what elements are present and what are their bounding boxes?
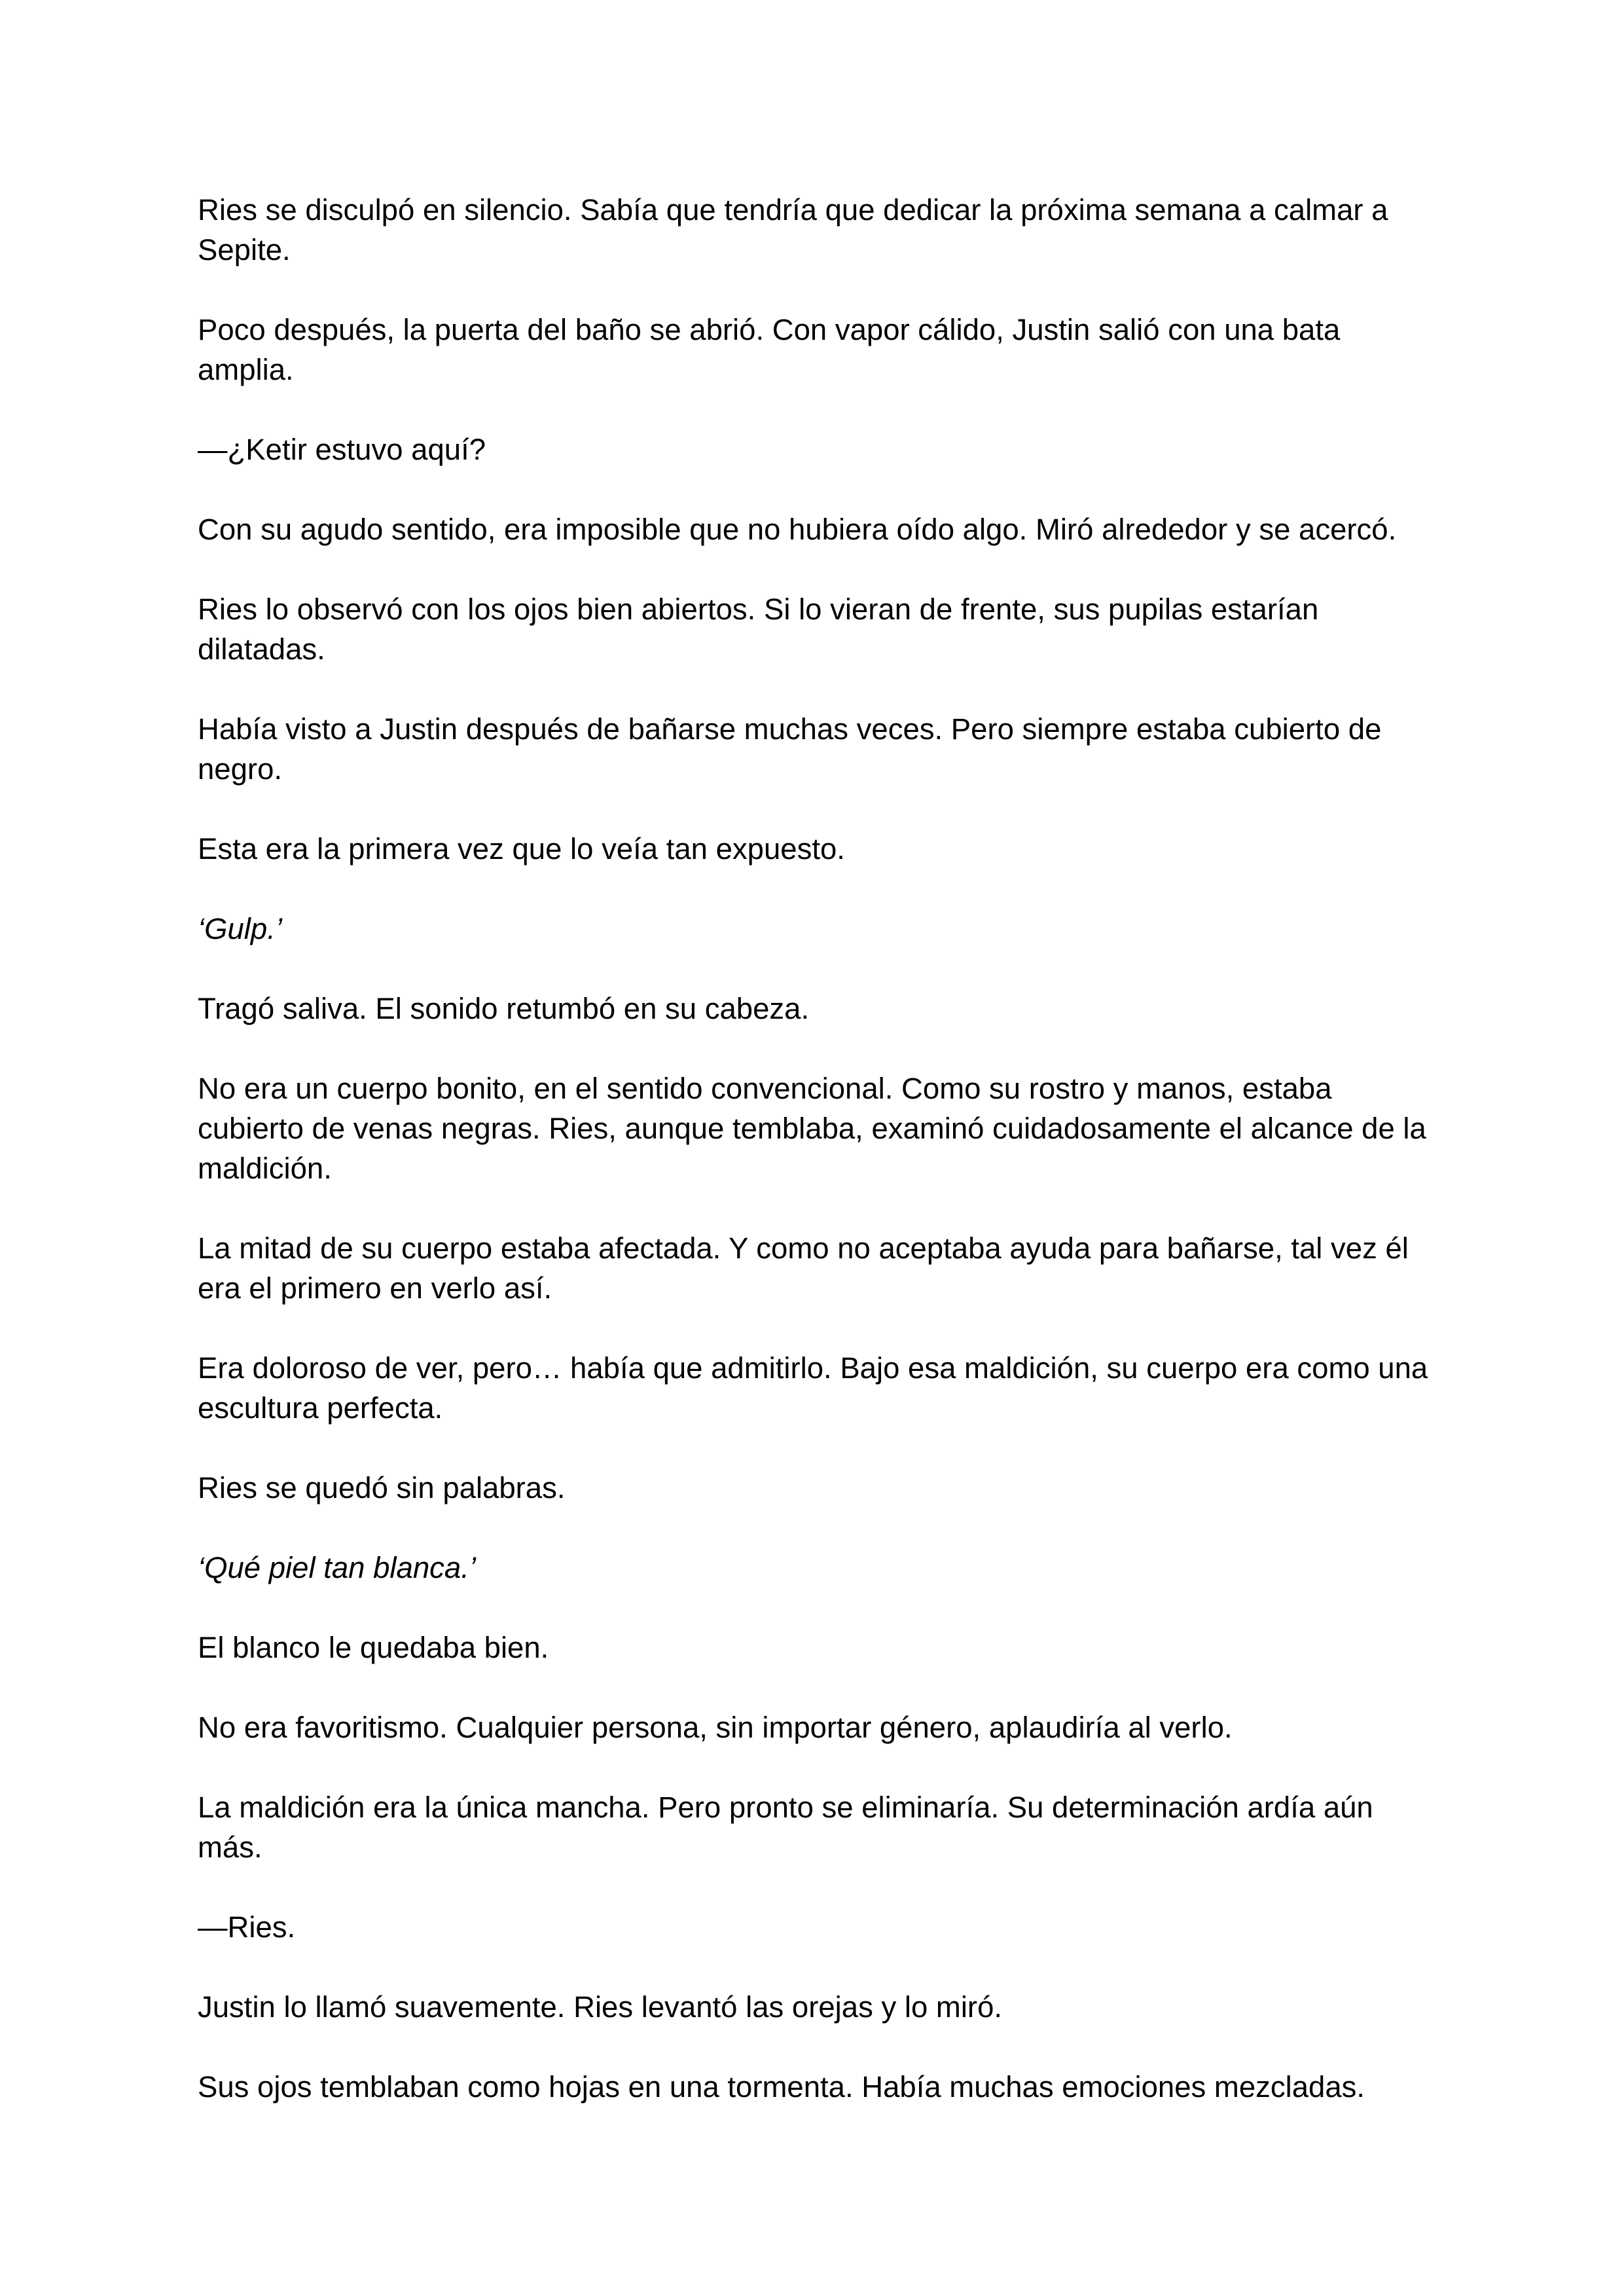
paragraph: Con su agudo sentido, era imposible que no hubiera oído algo. Miró alrededor y se acercó.: [198, 513, 1397, 546]
paragraph: Poco después, la puerta del baño se abrió. Con vapor cálido, Justin salió con una bata amplia.: [198, 313, 1341, 386]
paragraph: La maldición era la única mancha. Pero pronto se eliminaría. Su determinación ardía aún más.: [198, 1791, 1373, 1864]
paragraph: Justin lo llamó suavemente. Ries levantó las orejas y lo miró.: [198, 1990, 1003, 2024]
paragraph: Esta era la primera vez que lo veía tan expuesto.: [198, 832, 845, 866]
dialogue-line: —Ries.: [198, 1910, 296, 1944]
paragraph: Ries se disculpó en silencio. Sabía que tendría que dedicar la próxima semana a calmar a Sepite.: [198, 193, 1388, 266]
dialogue-line: —¿Ketir estuvo aquí?: [198, 433, 486, 466]
paragraph: Ries se quedó sin palabras.: [198, 1471, 566, 1504]
inner-thought: ‘Qué piel tan blanca.’: [198, 1551, 476, 1584]
paragraph: Tragó saliva. El sonido retumbó en su cabeza.: [198, 992, 810, 1025]
inner-thought: ‘Gulp.’: [198, 912, 282, 945]
document-body: [198, 190, 1441, 2147]
paragraph: Ries lo observó con los ojos bien abiertos. Si lo vieran de frente, sus pupilas estarían dilatadas.: [198, 592, 1319, 666]
paragraph: No era un cuerpo bonito, en el sentido convencional. Como su rostro y manos, estaba cubierto de venas negras. Ries, aunque temblaba, examinó cuidadosamente el alcance de la maldición.: [198, 1072, 1426, 1185]
paragraph: Sus ojos temblaban como hojas en una tormenta. Había muchas emociones mezcladas.: [198, 2070, 1365, 2104]
paragraph: El blanco le quedaba bien.: [198, 1631, 549, 1664]
paragraph: No era favoritismo. Cualquier persona, sin importar género, aplaudiría al verlo.: [198, 1711, 1233, 1744]
paragraph: La mitad de su cuerpo estaba afectada. Y como no aceptaba ayuda para bañarse, tal vez él era el primero en verlo así.: [198, 1231, 1409, 1305]
paragraph: Había visto a Justin después de bañarse muchas veces. Pero siempre estaba cubierto de negro.: [198, 712, 1382, 786]
paragraph: Era doloroso de ver, pero… había que admitirlo. Bajo esa maldición, su cuerpo era como una escultura perfecta.: [198, 1351, 1428, 1425]
